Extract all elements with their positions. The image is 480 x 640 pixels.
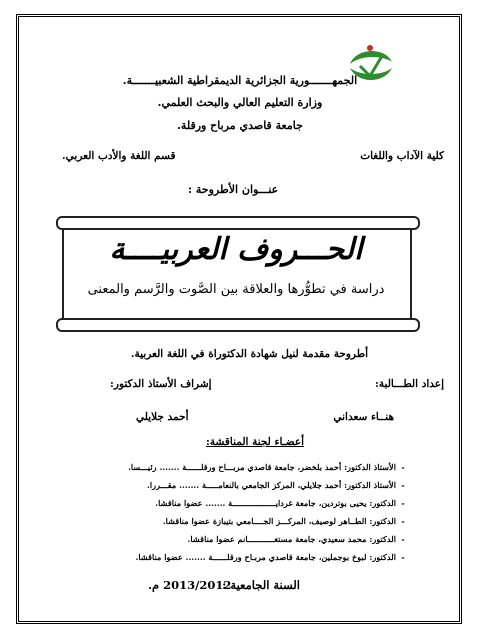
academic-year-label: السنة الجامعية : [222, 578, 300, 592]
committee-member: - الدكتور: الطــاهر لوصيف، المركـــز الجــــامعي بتيبازة عضوا مناقشا. [80, 512, 410, 530]
thesis-title: الحـــروف العربيــــة [109, 232, 363, 267]
committee-list [80, 458, 410, 566]
prepared-by-label: إعداد الطـــالبة: [375, 378, 444, 390]
faculty-name: كلية الآداب واللغات [360, 150, 444, 162]
bullet-icon: - [401, 480, 405, 490]
bullet-icon: - [401, 462, 405, 472]
committee-member: - الأستاذ الدكتور: أحمد بلخضر، جامعة قاصدي مربـــاح ورقلــــــة ....... رئيـــسا. [80, 458, 410, 476]
ministry-line: وزارة التعليم العالي والبحث العلمي. [157, 96, 323, 109]
committee-member: - الدكتور: محمد سعيدي، جامعة مستغـــــــــــانم عضوا مناقشا. [80, 530, 410, 548]
scroll-roll-top [56, 216, 420, 230]
supervisor-label: إشراف الأستاذ الدكتور: [110, 378, 212, 390]
republic-line: الجمهـــــــورية الجزائرية الديمقراطية الشعبيـــــــة. [122, 74, 358, 87]
committee-title: أعضـاء لجنة المناقشة: [206, 436, 305, 448]
bullet-icon: - [401, 552, 405, 562]
department-name: قسم اللغة والأدب العربي. [62, 150, 176, 162]
committee-member: - الأستاذ الدكتور: أحمد جلايلي، المركز الجامعي بالنعامـــــة ....... مقـــررا. [80, 476, 410, 494]
committee-member: - الدكتور: يحيى بوتردين، جامعة غردايــــــــــــــــــة ....... عضوا مناقشا. [80, 494, 410, 512]
committee-member: - الدكتور: لبوخ بوجملين، جامعة قاصدي مربـاح ورقلــــــة ....... عضوا مناقشا. [80, 548, 410, 566]
scroll-roll-bottom [56, 318, 420, 332]
bullet-icon: - [401, 498, 405, 508]
title-scroll-banner [52, 212, 420, 332]
academic-year: 2013/2012 م. [148, 578, 232, 592]
supervisor-name: أحمد جلايلي [136, 411, 189, 423]
bullet-icon: - [401, 516, 405, 526]
thesis-subtitle: دراسة في تطوُّرها والعلاقة بين الصَّوت والرَّسم والمعنى [87, 282, 385, 297]
university-line: جامعة قاصدي مرباح ورقلة. [177, 119, 303, 132]
student-name: هنــاء سعداني [333, 411, 394, 423]
thesis-label: عنـــوان الأطروحة : [188, 183, 279, 196]
degree-note: أطروحة مقدمة لنيل شهادة الدكتوراة في اللغة العربية. [130, 348, 368, 360]
bullet-icon: - [401, 534, 405, 544]
